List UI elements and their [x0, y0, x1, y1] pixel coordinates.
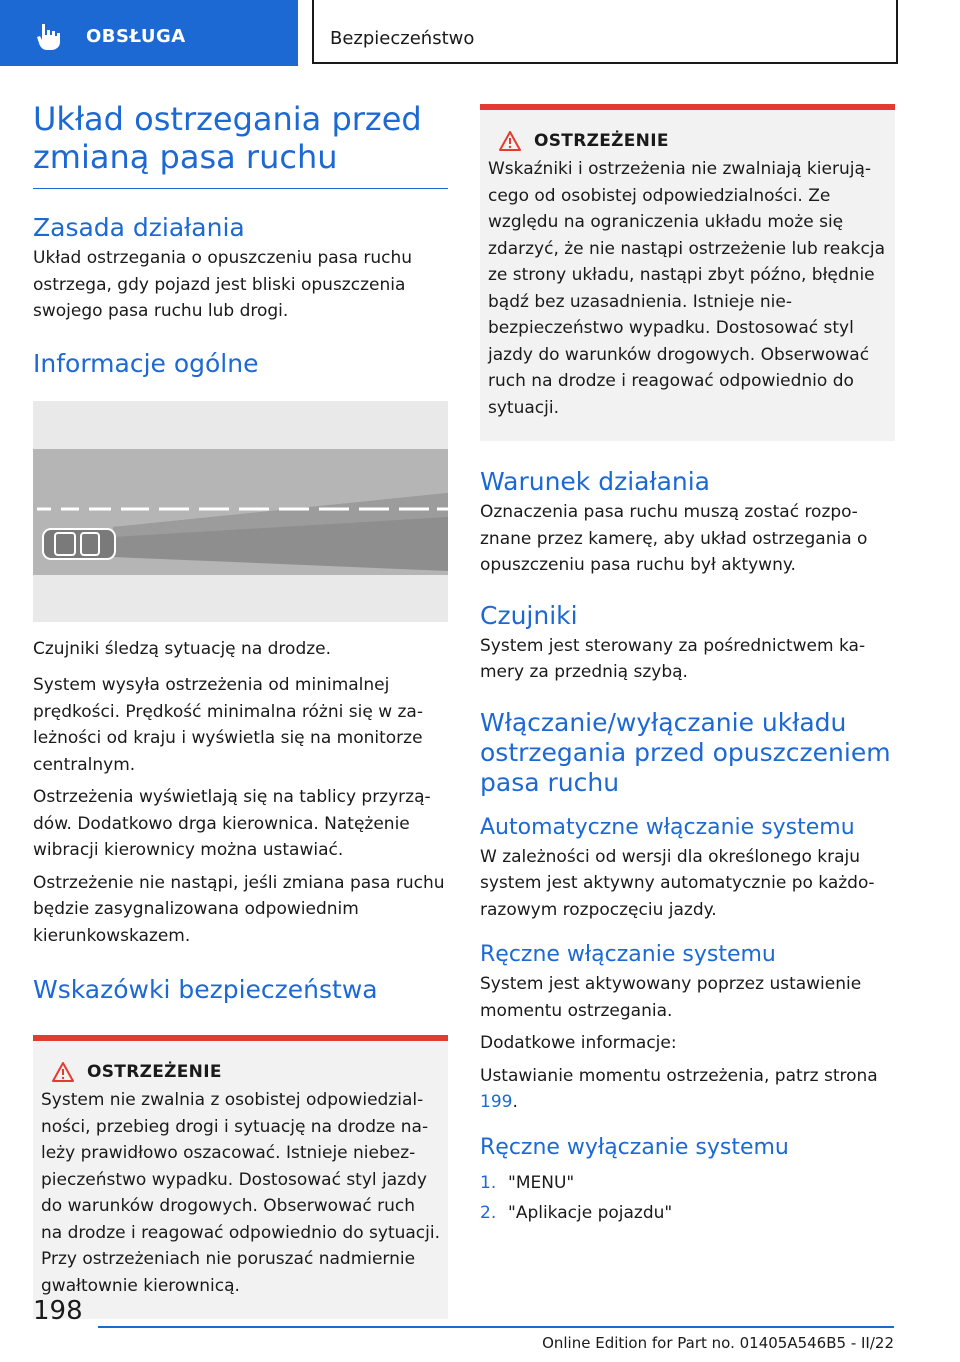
- steps-list: [480, 1168, 895, 1228]
- warning-text: Wskaźniki i ostrzeżenia nie zwalniają kierującego od osobistej odpowiedzialności. Ze względu na ograniczenia układu może się zdarzyć, że nie nastąpi ostrzeżenie lub reakcja ze strony układu, nastąpi zbyt późno, błędnie bądź bez uzasadnienia. Istnieje niebezpieczeństwo wypadku. Dostosować styl jazdy do warunków drogowych. Obserwować ruch na drodze i reagować odpowiednio do sytuacji.: [488, 159, 886, 418]
- warning-triangle-icon: [498, 130, 522, 152]
- step-number: 1.: [480, 1172, 497, 1193]
- setting-reference-end: .: [512, 1092, 518, 1112]
- heading-on-off: Włączanie/wyłączanie układu ostrzegania przed opuszczeniem pasa ruchu: [480, 707, 891, 797]
- page-link-199[interactable]: 199: [480, 1092, 513, 1112]
- page-number: 198: [33, 1296, 83, 1326]
- warning-triangle-icon: [51, 1061, 75, 1083]
- warning-box-right: [480, 104, 895, 441]
- list-item: [480, 1198, 895, 1228]
- heading-condition: Warunek działania: [480, 467, 711, 496]
- footer-edition: Online Edition for Part no. 01405A546B5 - II/22: [542, 1334, 894, 1352]
- condition-text: Oznaczenia pasa ruchu muszą zostać rozpoznane przez kamerę, aby układ ostrzegania o opuszczeniu pasa ruchu był aktywny.: [480, 502, 868, 575]
- step-number: 2.: [480, 1202, 497, 1223]
- right-column: [480, 104, 895, 1228]
- list-item: [480, 1168, 895, 1198]
- figure-caption: Czujniki śledzą sytuację na drodze.: [33, 638, 332, 659]
- heading-manual-off: Ręczne wyłączanie systemu: [480, 1134, 789, 1160]
- heading-general: Informacje ogólne: [33, 348, 259, 378]
- auto-on-text: W zależności od wersji dla określonego kraju system jest aktywny automatycznie po każdorazowym rozpoczęciu jazdy.: [480, 846, 875, 920]
- sensors-text: System jest sterowany za pośrednictwem kamery za przednią szybą.: [480, 635, 866, 682]
- chapter-tab-label: OBSŁUGA: [86, 26, 186, 47]
- general-text-3: Ostrzeżenie nie nastąpi, jeśli zmiana pasa ruchu będzie zasygnalizowana odpowiednim kierunkowskazem.: [33, 872, 445, 946]
- heading-sensors: Czujniki: [480, 600, 578, 630]
- warning-title: OSTRZEŻENIE: [534, 131, 669, 151]
- heading-auto-on: Automatyczne włączanie systemu: [480, 814, 855, 840]
- page-header: [0, 0, 960, 66]
- page-title: Układ ostrzegania przed zmianą pasa ruchu: [33, 100, 448, 189]
- lane-illustration: [33, 401, 448, 622]
- warning-box-left: [33, 1035, 448, 1319]
- heading-safety: Wskazówki bezpieczeństwa: [33, 975, 378, 1004]
- chapter-tab[interactable]: [0, 0, 298, 66]
- heading-manual-on: Ręczne włączanie systemu: [480, 942, 776, 967]
- general-text-1: System wysyła ostrzeżenia od minimalnej prędkości. Prędkość minimalna różni się w zależności od kraju i wyświetla się na monitorze centralnym.: [33, 675, 423, 775]
- manual-on-text: System jest aktywowany poprzez ustawienie momentu ostrzegania.: [480, 974, 862, 1021]
- warning-title: OSTRZEŻENIE: [87, 1062, 222, 1082]
- setting-reference: [480, 1063, 895, 1116]
- principle-text: Układ ostrzegania o opuszczeniu pasa ruchu ostrzega, gdy pojazd jest bliski opuszczenia swojego pasa ruchu lub drogi.: [33, 248, 413, 321]
- general-text-2: Ostrzeżenia wyświetlają się na tablicy przyrządów. Dodatkowo drga kierownica. Natężenie wibracji kierownicy można ustawiać.: [33, 787, 431, 860]
- section-tab[interactable]: [312, 0, 898, 64]
- section-tab-label: Bezpieczeństwo: [330, 28, 475, 49]
- footer-divider: [98, 1326, 894, 1328]
- warning-text: System nie zwalnia z osobistej odpowiedzialności, przebieg drogi i sytuację na drodze należy prawidłowo oszacować. Istnieje niebezpieczeństwo wypadku. Dostosować styl jazdy do warunków drogowych. Obserwować ruch na drodze i reagować odpowiednio do sytuacji. Przy ostrzeżeniach nie poruszać nadmiernie gwałtownie kierownicą.: [41, 1090, 440, 1296]
- setting-reference-text: Ustawianie momentu ostrzeżenia, patrz strona: [480, 1065, 878, 1086]
- step-text: "MENU": [508, 1172, 575, 1193]
- step-text: "Aplikacje pojazdu": [508, 1202, 673, 1223]
- additional-info-label: Dodatkowe informacje:: [480, 1033, 677, 1053]
- heading-principle: Zasada działania: [33, 213, 245, 242]
- car-icon: [43, 529, 115, 559]
- hand-pointer-icon: [34, 22, 64, 52]
- left-column: [33, 100, 448, 1319]
